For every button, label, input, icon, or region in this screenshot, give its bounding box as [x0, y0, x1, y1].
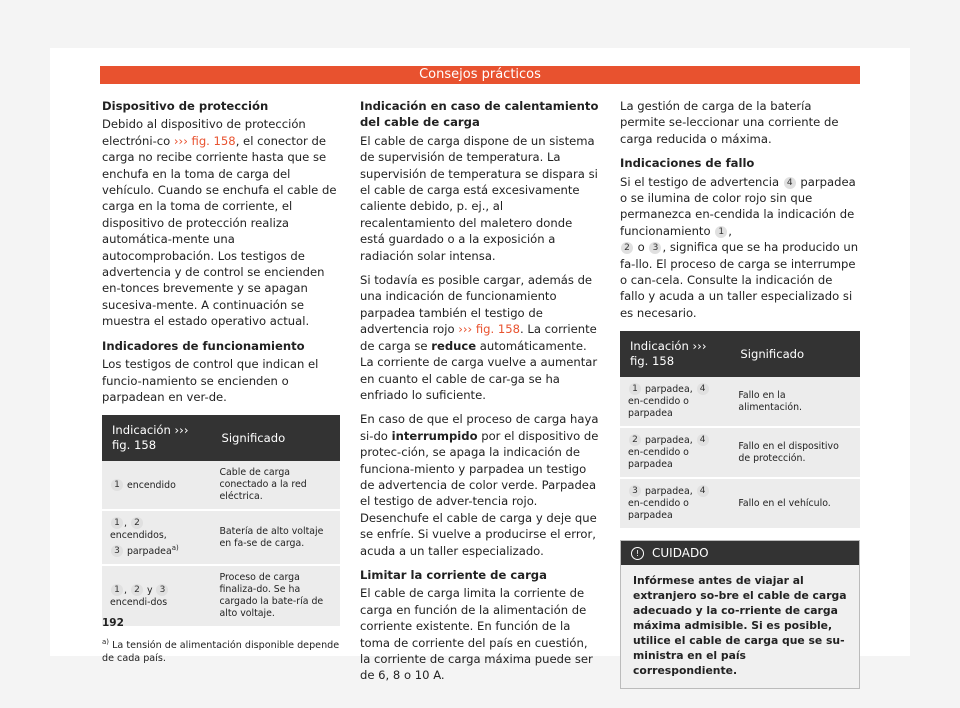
table-cell — [102, 461, 211, 510]
marker-4: 4 — [697, 383, 709, 395]
text: En caso de que el proceso de carga haya si-do — [360, 412, 599, 443]
text: encendido — [126, 479, 176, 491]
table-cell: Batería de alto voltaje en fa-se de carga. — [211, 510, 340, 565]
table-header-meaning: Significado — [211, 415, 340, 461]
emphasis: interrumpido — [391, 428, 478, 443]
footnote-text: La tensión de alimentación disponible depende de cada país. — [102, 640, 340, 665]
text: Si todavía es posible cargar, además de una indicación de funcionamiento parpadea también el testigo de advertencia rojo — [360, 273, 593, 337]
section-header — [100, 66, 860, 84]
table-cell — [620, 427, 730, 478]
table-cell: Proceso de carga finaliza-do. Se ha cargado la bate-ría de alto voltaje. — [211, 565, 340, 627]
paragraph-limit: El cable de carga limita la corriente de carga en función de la alimentación de corriente existente. En función de la toma de corriente del país en cuestión, la corriente de carga máxima puede ser de 6, 8 o 10 A. — [360, 586, 593, 683]
section-title: Consejos prácticos — [419, 67, 541, 82]
table-cell: Fallo en el dispositivo de protección. — [730, 427, 860, 478]
table-header-meaning: Significado — [730, 331, 860, 377]
table-row — [620, 478, 860, 529]
text: , — [728, 223, 732, 238]
paragraph-charge-management: La gestión de carga de la batería permite se-leccionar una corriente de carga reducida o máxima. — [620, 99, 839, 146]
marker-1: 1 — [111, 584, 123, 596]
caution-title: CUIDADO — [652, 546, 709, 561]
text: parpadea, — [642, 486, 696, 498]
table-header-indication: Indicación ››› fig. 158 — [620, 331, 730, 377]
figure-link[interactable]: ››› fig. 158 — [173, 133, 236, 148]
text: o — [634, 240, 649, 255]
text: , significa que se ha producido un fa-llo. El proceso de carga se interrumpe o can-cela. Consulte la indicación de fallo y acuda a un taller especializado si es necesario. — [620, 240, 859, 320]
table-row — [620, 427, 860, 478]
table-header-indication: Indicación ››› fig. 158 — [102, 415, 211, 461]
text: en-cendido o parpadea — [628, 498, 689, 522]
text: , — [124, 584, 130, 596]
heading-cable-overheating: Indicación en caso de calentamiento del cable de carga — [360, 99, 599, 130]
marker-1: 1 — [629, 383, 641, 395]
marker-2: 2 — [621, 242, 633, 254]
text: y — [143, 584, 156, 596]
table-cell — [620, 377, 730, 427]
table-cell: Fallo en la alimentación. — [730, 377, 860, 427]
marker-1: 1 — [111, 479, 123, 491]
table-cell: Fallo en el vehículo. — [730, 478, 860, 529]
footnote — [102, 636, 340, 665]
marker-2: 2 — [131, 584, 143, 596]
fault-indicator-table — [620, 331, 860, 530]
marker-2: 2 — [131, 517, 143, 529]
marker-4: 4 — [697, 485, 709, 497]
paragraph-faults — [620, 174, 860, 322]
function-indicator-table — [102, 415, 340, 628]
caution-box — [620, 540, 860, 689]
text: , — [124, 518, 130, 530]
emphasis: reduce — [431, 338, 477, 353]
text: parpadea, — [642, 384, 696, 396]
heading-protection-device: Dispositivo de protección — [102, 99, 269, 113]
footnote-mark: a) — [102, 638, 110, 647]
marker-1: 1 — [715, 226, 727, 238]
table-row — [102, 461, 340, 510]
text: parpadea, — [642, 435, 696, 447]
text: . La corriente de carga se — [360, 322, 597, 353]
marker-3: 3 — [156, 584, 168, 596]
text: automáticamente. La corriente de carga vuelve a aumentar en cuanto el cable de car-ga se ha enfriado lo suficiente. — [360, 338, 598, 402]
marker-3: 3 — [629, 485, 641, 497]
text: en-cendido o parpadea — [628, 447, 689, 471]
marker-4: 4 — [697, 434, 709, 446]
table-cell: Cable de carga conectado a la red eléctrica. — [211, 461, 340, 510]
marker-3: 3 — [111, 545, 123, 557]
text: Si el testigo de advertencia — [620, 174, 783, 189]
text: encendidos, — [110, 530, 167, 542]
marker-1: 1 — [111, 517, 123, 529]
text: parpadea — [124, 546, 172, 558]
marker-3: 3 — [649, 242, 661, 254]
table-cell — [102, 510, 211, 565]
page-number: 192 — [102, 617, 124, 629]
table-row — [102, 510, 340, 565]
heading-fault-indications: Indicaciones de fallo — [620, 156, 755, 171]
heading-limit-current: Limitar la corriente de carga — [360, 567, 547, 582]
column-left — [102, 98, 340, 665]
paragraph-reduce — [360, 272, 600, 403]
paragraph-temperature: El cable de carga dispone de un sistema de supervisión de temperatura. La supervisión de temperatura se dispara si el cable de carga está excesivamente caliente debido, p. ej., al recalentamiento del maletero donde está guardado o a la exposición a radiación solar intensa. — [360, 133, 598, 263]
marker-2: 2 — [629, 434, 641, 446]
column-right — [620, 98, 860, 689]
caution-text: Infórmese antes de viajar al extranjero so-bre el cable de carga adecuado y la co-rriente de carga máxima admisible. Si es posible, utilice el cable de carga que se su-ministra en el país correspondiente. — [633, 574, 847, 678]
table-cell — [620, 478, 730, 529]
text: parpadea o se ilumina de color rojo sin que permanezca en-cendida la indicación de funcionamiento — [620, 174, 856, 238]
table-row — [102, 565, 340, 627]
heading-function-indicators: Indicadores de funcionamiento — [102, 338, 305, 353]
text: en-cendido o parpadea — [628, 396, 689, 420]
paragraph-interrupted — [360, 411, 600, 559]
caution-header — [621, 541, 859, 565]
paragraph-indicators: Los testigos de control que indican el funcio-namiento se encienden o parpadean en ver-de. — [102, 357, 319, 404]
text: Debido al dispositivo de protección electróni-co — [102, 117, 306, 148]
text: por el dispositivo de protec-ción, se apaga la indicación de funciona-miento y parpadea un testigo de advertencia de color verde. Parpadea el testigo de adver-tencia rojo. Desenchufe el cable de carga y deje que se enfríe. Si vuelve a producirse el error, acuda a un taller especializado. — [360, 428, 599, 558]
caution-icon: ! — [631, 547, 644, 560]
marker-4: 4 — [784, 177, 796, 189]
paragraph-protection — [102, 116, 340, 329]
figure-link[interactable]: ››› fig. 158 — [458, 322, 521, 337]
text: encendi-dos — [110, 596, 168, 608]
text: , el conector de carga no recibe corriente hasta que se enchufa en la toma de carga del vehículo. Cuando se enchufa el cable de carga en la toma de corriente, el dispositivo de protección realiza automática-mente una autocomprobación. Los testigos de advertencia y de control se encienden en-tonces brevemente y se apagan sucesiva-mente. A continuación se muestra el estado operativo actual. — [102, 133, 337, 329]
footnote-mark: a) — [171, 544, 179, 553]
column-middle — [360, 98, 600, 692]
table-row — [620, 377, 860, 427]
